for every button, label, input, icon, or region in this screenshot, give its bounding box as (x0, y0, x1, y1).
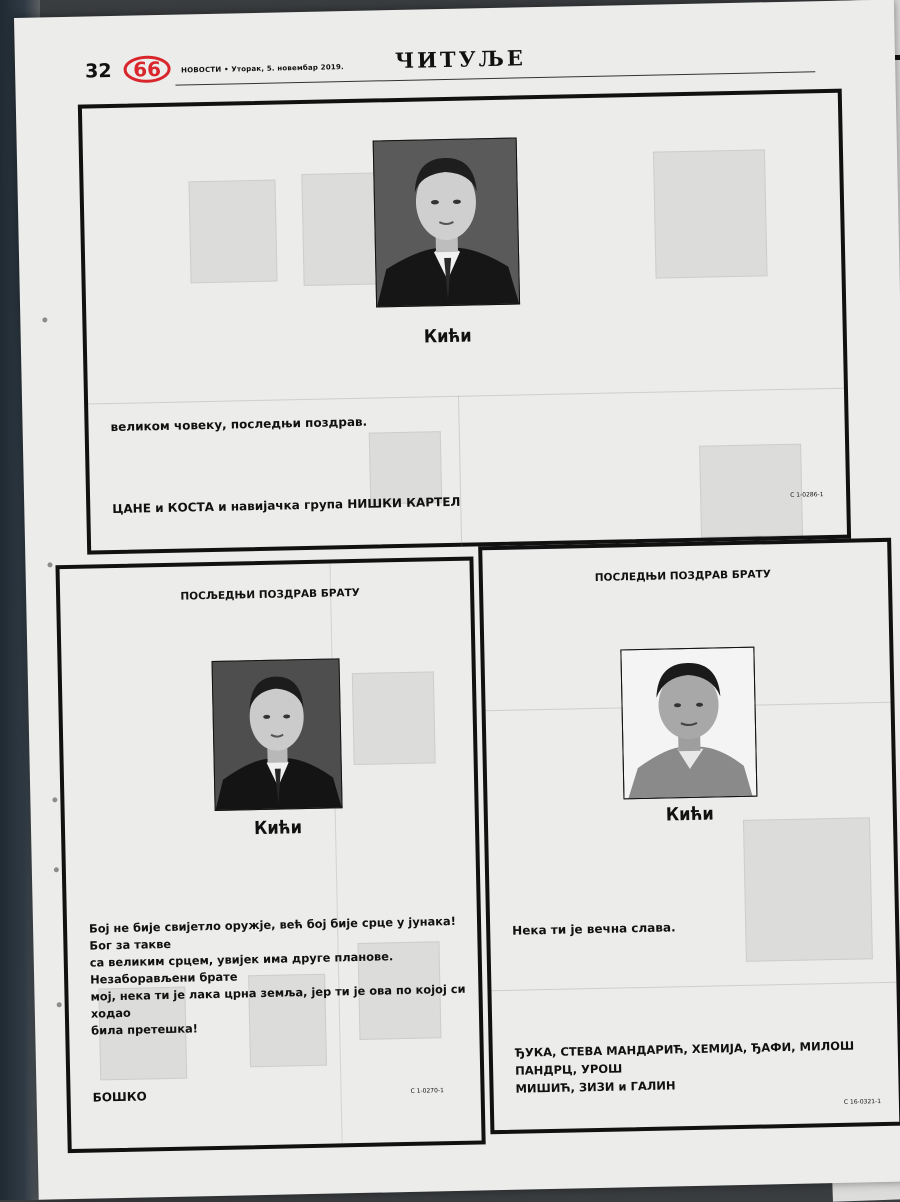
message-line: са великим срцем, увијек има друге планове. Незаборављени брате (89, 949, 394, 987)
binding-hole (47, 562, 52, 567)
obituary-message: Нека ти је вечна слава. (512, 920, 676, 938)
portrait-photo (373, 138, 520, 308)
bleed-through-rule (88, 388, 844, 405)
header-rule (175, 71, 815, 85)
man-in-suit-portrait (213, 659, 342, 810)
obituary-notice-right (478, 538, 900, 1135)
obituary-signature (515, 1035, 900, 1097)
obituary-notice-top (78, 89, 851, 555)
signature-line: МИШИЋ, ЗИЗИ и ГАЛИН (515, 1078, 676, 1096)
section-title: ЧИТУЉЕ (394, 45, 527, 74)
obituary-notice-left (55, 556, 485, 1153)
bleed-through-photo (352, 671, 436, 765)
publication-info: НОВОСТИ • Уторак, 5. новембар 2019. (181, 63, 344, 75)
man-casual-portrait (621, 648, 756, 799)
logo-text: 66 (132, 56, 162, 82)
binding-hole (42, 317, 47, 322)
portrait-photo (212, 658, 343, 811)
bleed-through-photo (743, 817, 873, 962)
obituary-message: великом човеку, последњи поздрав. (110, 414, 368, 435)
obituary-heading: ПОСЛЕДЊИ ПОЗДРАВ БРАТУ (594, 568, 771, 584)
obituary-message (89, 912, 481, 1039)
binding-hole (57, 1002, 62, 1007)
page-number: 32 (84, 59, 112, 83)
portrait-photo (620, 647, 757, 800)
obituary-signature: БОШКО (92, 1089, 147, 1105)
binding-hole (54, 867, 59, 872)
ad-code: С 1-0286-1 (790, 491, 824, 499)
signature-line: ЂУКА, СТЕВА МАНДАРИЋ, ХЕМИЈА, ЂАФИ, МИЛОШ ПАНДРЦ, УРОШ (514, 1038, 855, 1078)
binding-hole (52, 797, 57, 802)
deceased-name: Кићи (253, 817, 303, 840)
message-line: мој, нека ти је лака црна земља, јер ти је ова по којој си ходао (90, 981, 466, 1021)
message-line: била претешка! (91, 1021, 199, 1038)
obituary-heading: ПОСЉЕДЊИ ПОЗДРАВ БРАТУ (180, 586, 360, 603)
page-header (85, 41, 826, 90)
deceased-name: Кићи (423, 325, 472, 348)
newspaper-page (14, 0, 900, 1200)
man-in-suit-portrait (374, 139, 519, 307)
bleed-through-photo (653, 149, 768, 278)
message-line: Бој не бије свијетло оружје, већ бој бије срце у јунака! Бог за такве (88, 913, 456, 953)
bleed-through-rule (491, 982, 896, 991)
bleed-through-photo (699, 444, 803, 538)
ad-code: С 1-0270-1 (410, 1087, 444, 1095)
ad-code: С 16-0321-1 (843, 1098, 882, 1106)
deceased-name: Кићи (665, 803, 714, 826)
newspaper-logo (123, 55, 172, 84)
obituary-signature: ЦАНЕ и КОСТА и навијачка група НИШКИ КАРТЕЛ (112, 494, 461, 517)
bleed-through-rule (329, 563, 342, 1144)
bleed-through-photo (188, 180, 277, 284)
